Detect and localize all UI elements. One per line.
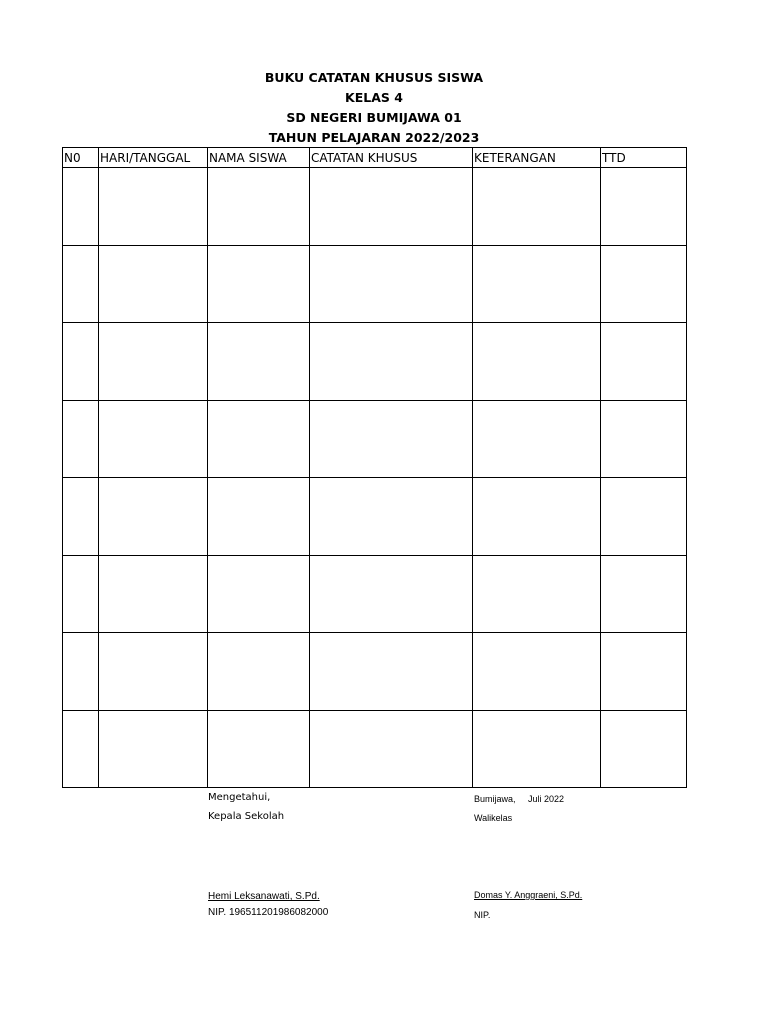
table-cell xyxy=(310,245,473,323)
title-line-1: BUKU CATATAN KHUSUS SISWA xyxy=(264,70,484,85)
col-header-ttd: TTD xyxy=(601,148,687,168)
table-header-row xyxy=(63,148,687,168)
table-cell xyxy=(601,555,687,633)
col-header-no: N0 xyxy=(63,148,99,168)
table-cell xyxy=(63,478,99,556)
table-cell xyxy=(310,323,473,401)
table-cell xyxy=(63,245,99,323)
signature-right-label: Walikelas xyxy=(474,813,513,823)
table-row xyxy=(63,168,687,246)
table-cell xyxy=(63,710,99,788)
table-cell xyxy=(99,400,208,478)
document-title-block xyxy=(0,68,748,148)
col-header-hari-tanggal: HARI/TANGGAL xyxy=(99,148,208,168)
table-cell xyxy=(473,400,601,478)
table-cell xyxy=(601,323,687,401)
table-cell xyxy=(99,478,208,556)
table-cell xyxy=(473,245,601,323)
table-row xyxy=(63,633,687,711)
col-header-nama-siswa: NAMA SISWA xyxy=(208,148,310,168)
table-row xyxy=(63,478,687,556)
table-cell xyxy=(99,555,208,633)
table-cell xyxy=(601,710,687,788)
table-row xyxy=(63,323,687,401)
table-cell xyxy=(473,555,601,633)
signature-left-nip: NIP. 196511201986082000 xyxy=(208,907,329,918)
table-cell xyxy=(601,478,687,556)
table-cell xyxy=(473,710,601,788)
table-cell xyxy=(310,478,473,556)
col-header-keterangan: KETERANGAN xyxy=(473,148,601,168)
table-row xyxy=(63,710,687,788)
table-cell xyxy=(310,555,473,633)
signature-left-name: Hemi Leksanawati, S.Pd. xyxy=(208,891,320,902)
table-cell xyxy=(63,555,99,633)
table-cell xyxy=(310,400,473,478)
table-cell xyxy=(63,323,99,401)
table-cell xyxy=(63,400,99,478)
table-cell xyxy=(99,710,208,788)
table-cell xyxy=(208,400,310,478)
table-cell xyxy=(208,710,310,788)
table-cell xyxy=(601,633,687,711)
table-cell xyxy=(473,633,601,711)
table-cell xyxy=(601,245,687,323)
table-cell xyxy=(208,478,310,556)
table-cell xyxy=(473,478,601,556)
signature-left-label-2: Kepala Sekolah xyxy=(208,811,285,822)
table-cell xyxy=(310,710,473,788)
table-cell xyxy=(473,168,601,246)
table-cell xyxy=(63,633,99,711)
title-line-2: KELAS 4 xyxy=(345,90,403,105)
signature-right-nip: NIP. xyxy=(474,910,491,920)
table-cell xyxy=(601,400,687,478)
table-cell xyxy=(310,633,473,711)
table-cell xyxy=(208,633,310,711)
table-row xyxy=(63,245,687,323)
title-line-3: SD NEGERI BUMIJAWA 01 xyxy=(286,110,462,125)
table-cell xyxy=(601,168,687,246)
title-line-4: TAHUN PELAJARAN 2022/2023 xyxy=(268,130,480,145)
table-cell xyxy=(208,555,310,633)
table-cell xyxy=(473,323,601,401)
table-cell xyxy=(208,323,310,401)
signature-right-place-date: Bumijawa, Juli 2022 xyxy=(474,794,565,804)
table-cell xyxy=(208,245,310,323)
table-cell xyxy=(99,633,208,711)
table-cell xyxy=(99,245,208,323)
table-body xyxy=(63,168,687,788)
table-row xyxy=(63,400,687,478)
table-row xyxy=(63,555,687,633)
table-cell xyxy=(63,168,99,246)
table-cell xyxy=(310,168,473,246)
table-cell xyxy=(99,323,208,401)
table-cell xyxy=(208,168,310,246)
table-cell xyxy=(99,168,208,246)
signature-right-name: Domas Y. Anggraeni, S.Pd. xyxy=(474,890,583,900)
notes-table xyxy=(62,147,687,788)
col-header-catatan-khusus: CATATAN KHUSUS xyxy=(310,148,473,168)
signature-left-label-1: Mengetahui, xyxy=(208,792,271,803)
